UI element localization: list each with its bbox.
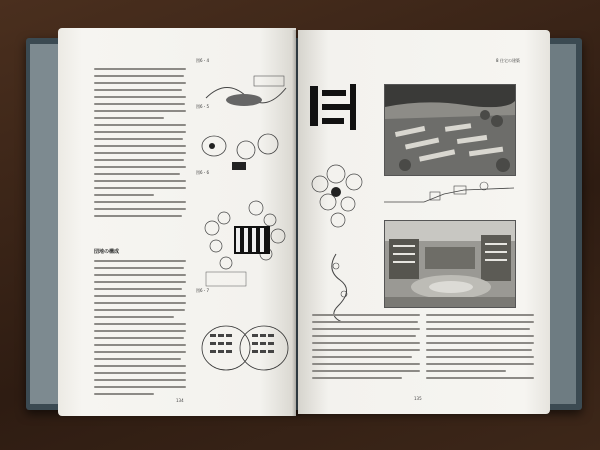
figure-diagrams-left (196, 58, 294, 388)
section-heading: 団地の構成 (94, 249, 120, 255)
right-page (298, 30, 550, 414)
figure-label-6-4: 図6・4 (196, 58, 210, 63)
book-cover-left-edge (30, 44, 60, 404)
plaza-photo (384, 220, 516, 308)
aerial-photo (384, 84, 516, 176)
right-text-column-right (426, 314, 534, 384)
section-sketch (384, 180, 514, 206)
figure-diagrams-right (306, 74, 376, 324)
figure-label-6-6: 図6・6 (196, 170, 210, 175)
left-text-column-bottom (94, 260, 186, 400)
right-page-number: 135 (414, 396, 422, 401)
book-cover-right-edge (548, 44, 576, 404)
figure-label-6-7: 図6・7 (196, 288, 210, 293)
left-text-column-top (94, 68, 186, 222)
left-page (58, 28, 296, 416)
figure-label-6-5: 図6・5 (196, 104, 210, 109)
right-text-column-left (312, 314, 420, 384)
running-head: 8 住宅の建築 (496, 58, 520, 63)
left-page-number: 134 (176, 398, 184, 403)
